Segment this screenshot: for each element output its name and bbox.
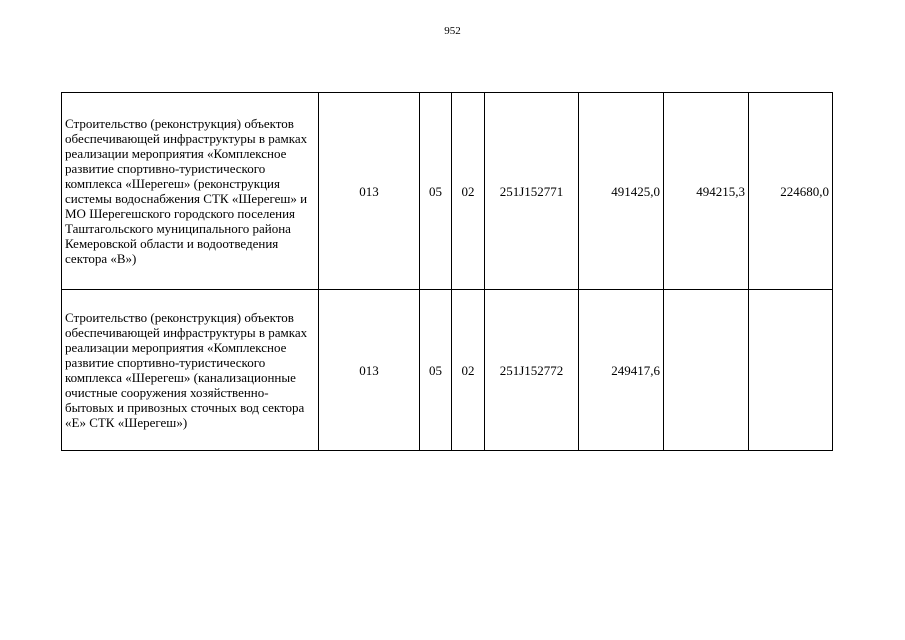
subsection-cell: 02	[452, 290, 485, 451]
ministry-code-cell: 013	[319, 93, 420, 290]
amount-3-cell: 224680,0	[749, 93, 833, 290]
amount-1-cell: 491425,0	[579, 93, 664, 290]
amount-1-cell: 249417,6	[579, 290, 664, 451]
amount-2-cell	[664, 290, 749, 451]
section-cell: 05	[420, 93, 452, 290]
target-article-cell: 251J152772	[485, 290, 579, 451]
subsection-cell: 02	[452, 93, 485, 290]
page-number: 952	[444, 25, 461, 37]
amount-2-cell: 494215,3	[664, 93, 749, 290]
table-row	[62, 93, 833, 290]
table-row	[62, 290, 833, 451]
section-cell: 05	[420, 290, 452, 451]
budget-table	[61, 92, 833, 451]
row-name-cell: Строительство (реконструкция) объектов обеспечивающей инфраструктуры в рамках реализации мероприятия «Комплексное развитие спортивно-туристического комплекса «Шерегеш» (реконструкция системы водоснабжения СТК «Шерегеш» и МО Шерегешского городского поселения Таштагольского муниципального района Кемеровской области и водоотведения сектора «В»)	[62, 93, 319, 290]
target-article-cell: 251J152771	[485, 93, 579, 290]
row-name-cell: Строительство (реконструкция) объектов обеспечивающей инфраструктуры в рамках реализации мероприятия «Комплексное развитие спортивно-туристического комплекса «Шерегеш» (канализационные очистные сооружения хозяйственно-бытовых и привозных сточных вод сектора «Е» СТК «Шерегеш»)	[62, 290, 319, 451]
amount-3-cell	[749, 290, 833, 451]
ministry-code-cell: 013	[319, 290, 420, 451]
